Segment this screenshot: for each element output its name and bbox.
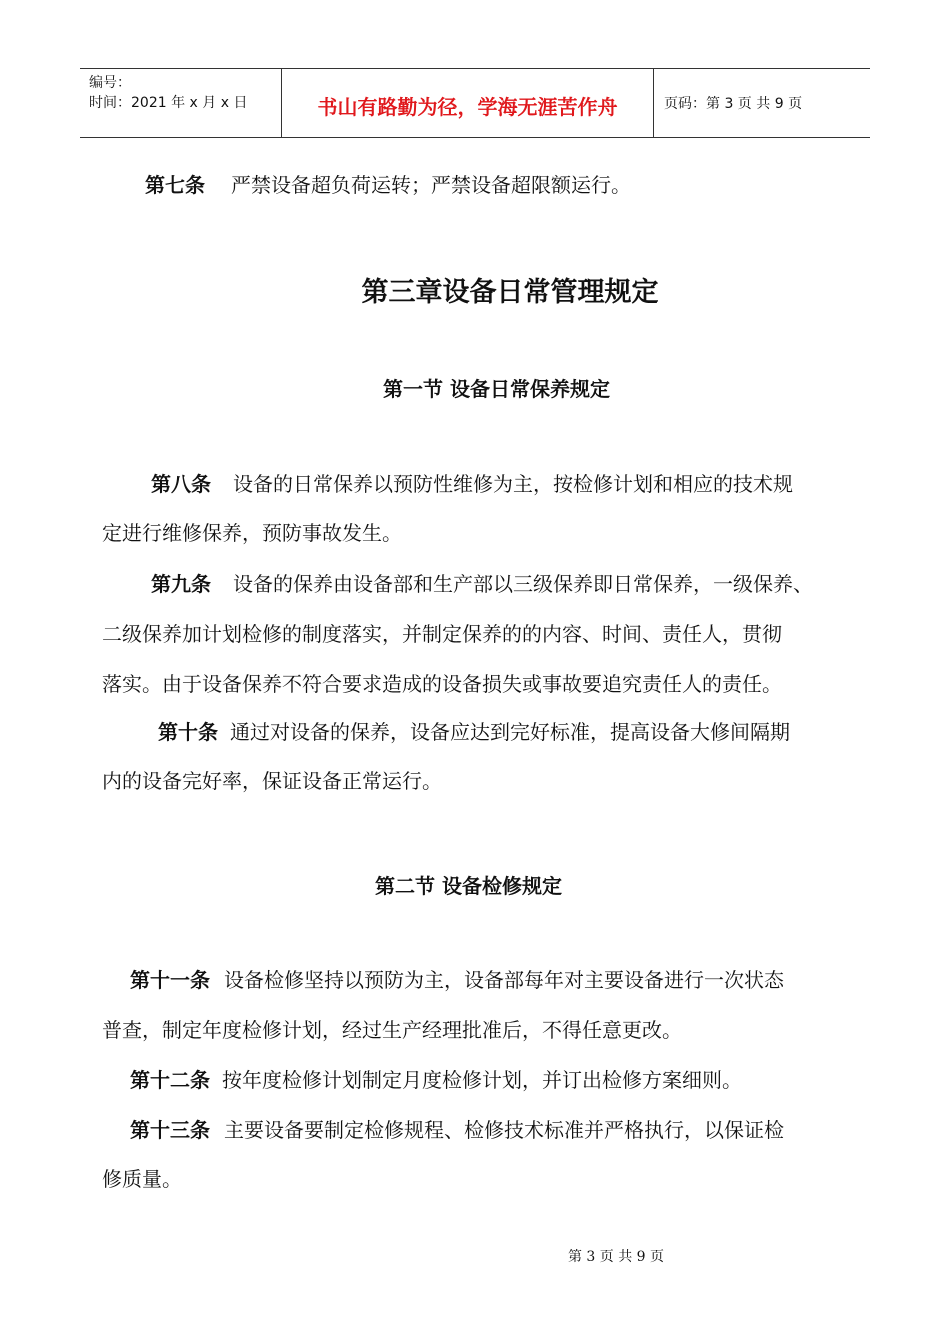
section-2-title: 第二节 设备检修规定 [375, 874, 562, 898]
number-label: 编号： [89, 75, 131, 91]
time-label: 时间：2021 年 x 月 x 日 [89, 95, 248, 111]
document-header [80, 68, 870, 138]
article-label: 第十一条 [130, 968, 210, 992]
article-label: 第七条 [145, 173, 205, 197]
header-meta [80, 69, 282, 137]
article-12: 第十二条 按年度检修计划制定月度检修计划，并订出检修方案细则。 [130, 1068, 742, 1092]
chapter-title: 第三章设备日常管理规定 [361, 277, 659, 308]
article-label: 第八条 [151, 472, 211, 496]
article-7 [145, 173, 631, 197]
article-11-line-1: 第十一条 设备检修坚持以预防为主，设备部每年对主要设备进行一次状态 [130, 968, 784, 992]
article-label: 第十二条 [130, 1068, 210, 1092]
page-footer: 第 3 页 共 9 页 [567, 1249, 665, 1265]
section-1-title: 第一节 设备日常保养规定 [383, 377, 610, 401]
article-label: 第十三条 [130, 1118, 210, 1142]
article-10-line-1: 第十条 通过对设备的保养，设备应达到完好标准，提高设备大修间隔期 [158, 720, 790, 744]
article-8-line-1: 第八条 设备的日常保养以预防性维修为主，按检修计划和相应的技术规 [151, 472, 793, 496]
article-11-line-2: 普查，制定年度检修计划，经过生产经理批准后，不得任意更改。 [102, 1018, 682, 1042]
article-label: 第九条 [151, 572, 211, 596]
article-9-line-2: 二级保养加计划检修的制度落实，并制定保养的的内容、时间、责任人，贯彻 [102, 622, 782, 646]
article-9-line-1: 第九条 设备的保养由设备部和生产部以三级保养即日常保养，一级保养、 [151, 572, 813, 596]
article-8-line-2: 定进行维修保养，预防事故发生。 [102, 521, 402, 545]
article-label: 第十条 [158, 720, 218, 744]
article-13-line-1: 第十三条 主要设备要制定检修规程、检修技术标准并严格执行，以保证检 [130, 1118, 784, 1142]
article-13-line-2: 修质量。 [102, 1167, 182, 1191]
article-text: 严禁设备超负荷运转；严禁设备超限额运行。 [231, 173, 631, 197]
article-9-line-3: 落实。由于设备保养不符合要求造成的设备损失或事故要追究责任人的责任。 [102, 672, 782, 696]
article-10-line-2: 内的设备完好率，保证设备正常运行。 [102, 769, 442, 793]
header-motto: 书山有路勤为径，学海无涯苦作舟 [282, 69, 654, 137]
header-page-info: 页码：第 3 页 共 9 页 [664, 96, 803, 112]
